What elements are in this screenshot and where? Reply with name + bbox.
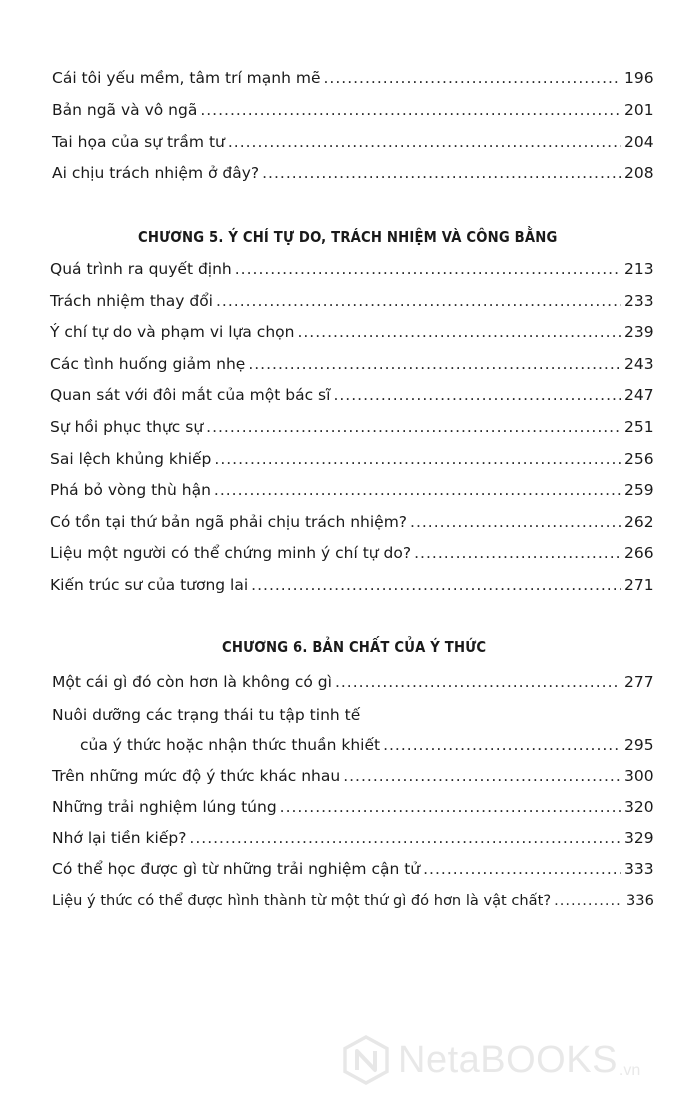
toc-entry-page: 320: [624, 798, 654, 816]
toc-entry-page: 333: [624, 860, 654, 878]
toc-entry-page: 196: [624, 69, 654, 87]
toc-entry-title: Có tồn tại thứ bản ngã phải chịu trách nhiệm?: [50, 513, 408, 531]
toc-entry-title: Ai chịu trách nhiệm ở đây?: [52, 164, 260, 182]
toc-entry-title: Trách nhiệm thay đổi: [50, 292, 213, 310]
toc-leader-dots: [333, 385, 621, 405]
toc-leader-dots: [189, 828, 621, 848]
toc-leader-dots: [324, 68, 622, 88]
toc-entry: [80, 735, 654, 757]
toc-leader-dots: [228, 132, 621, 152]
toc-leader-dots: [206, 417, 621, 437]
toc-leader-dots: [262, 163, 621, 183]
toc-entry-title: Quá trình ra quyết định: [50, 260, 232, 278]
toc-leader-dots: [235, 259, 621, 279]
toc-entry-title: Cái tôi yếu mềm, tâm trí mạnh mẽ: [52, 69, 321, 87]
toc-entry: [50, 575, 654, 597]
toc-leader-dots: [383, 735, 621, 755]
toc-leader-dots: [280, 797, 621, 817]
toc-entry: [50, 543, 654, 565]
toc-entry-page: 233: [624, 292, 654, 310]
toc-entry: [52, 766, 654, 788]
toc-leader-dots: [423, 859, 621, 879]
toc-entry-page: 295: [624, 736, 654, 754]
toc-entry-page: 266: [624, 544, 654, 562]
toc-leader-dots: [343, 766, 621, 786]
toc-entry-title: Sai lệch khủng khiếp: [50, 450, 212, 468]
toc-entry: [52, 891, 652, 913]
toc-entry-page: 277: [624, 673, 654, 691]
toc-leader-dots: [414, 543, 621, 563]
toc-entry-title: Phá bỏ vòng thù hận: [50, 481, 211, 499]
toc-leader-dots: [200, 100, 621, 120]
toc-entry: [50, 354, 654, 376]
toc-entry: [52, 132, 654, 154]
toc-entry: [50, 259, 654, 281]
toc-entry-page: 336: [626, 892, 654, 909]
toc-entry-title: Có thể học được gì từ những trải nghiệm cận tử: [52, 860, 421, 878]
toc-entry: [50, 385, 654, 407]
toc-entry-page: 262: [624, 513, 654, 531]
toc-entry-title: Bản ngã và vô ngã: [52, 101, 198, 119]
watermark-suffix: .vn: [618, 1062, 641, 1079]
toc-entry-title: Tai họa của sự trầm tư: [52, 133, 225, 151]
toc-entry: [50, 322, 654, 344]
toc-entry-page: 300: [624, 767, 654, 785]
netabooks-logo-icon: [340, 1034, 392, 1086]
watermark: [340, 1030, 680, 1090]
toc-leader-dots: [214, 449, 621, 469]
toc-entry-title: của ý thức hoặc nhận thức thuần khiết: [80, 736, 381, 754]
toc-leader-dots: [214, 480, 621, 500]
chapter-heading: CHƯƠNG 6. BẢN CHẤT CỦA Ý THỨC: [222, 638, 487, 656]
watermark-brand: NetaBOOKS: [398, 1038, 618, 1081]
toc-entry: [52, 828, 654, 850]
toc-entry: [52, 672, 654, 694]
toc-entry-title: Kiến trúc sư của tương lai: [50, 576, 249, 594]
toc-entry-title: Quan sát với đôi mắt của một bác sĩ: [50, 386, 331, 404]
toc-entry: [50, 291, 654, 313]
toc-entry-page: 213: [624, 260, 654, 278]
toc-entry-page: 251: [624, 418, 654, 436]
toc-entry-page: 271: [624, 576, 654, 594]
toc-entry: [52, 859, 654, 881]
toc-leader-dots: [248, 354, 621, 374]
toc-entry: [50, 449, 654, 471]
toc-entry: [52, 163, 654, 185]
toc-entry-page: 329: [624, 829, 654, 847]
toc-entry-page: 259: [624, 481, 654, 499]
toc-entry-title: Các tình huống giảm nhẹ: [50, 355, 246, 373]
toc-leader-dots: [216, 291, 621, 311]
toc-entry-page: 201: [624, 101, 654, 119]
toc-entry-title: Liệu một người có thể chứng minh ý chí tự do?: [50, 544, 412, 562]
toc-entry: [52, 797, 654, 819]
toc-entry-title: Một cái gì đó còn hơn là không có gì: [52, 673, 332, 691]
toc-leader-dots: [410, 512, 621, 532]
toc-entry-page: 247: [624, 386, 654, 404]
toc-entry-title: Nhớ lại tiền kiếp?: [52, 829, 187, 847]
toc-leader-dots: [297, 322, 621, 342]
toc-entry: [52, 100, 654, 122]
toc-entry-title-continued: Nuôi dưỡng các trạng thái tu tập tinh tế: [52, 706, 361, 724]
toc-entry: [50, 512, 654, 534]
toc-entry: [52, 68, 654, 90]
toc-entry-title: Liệu ý thức có thể được hình thành từ một thứ gì đó hơn là vật chất?: [52, 892, 552, 909]
toc-entry-page: 204: [624, 133, 654, 151]
toc-entry-title: Sự hồi phục thực sự: [50, 418, 204, 436]
toc-entry-title: Ý chí tự do và phạm vi lựa chọn: [50, 323, 295, 341]
toc-entry-page: 239: [624, 323, 654, 341]
toc-leader-dots: [251, 575, 621, 595]
toc-entry: [50, 480, 654, 502]
chapter-heading: CHƯƠNG 5. Ý CHÍ TỰ DO, TRÁCH NHIỆM VÀ CÔNG BẰNG: [138, 228, 558, 246]
toc-entry-page: 243: [624, 355, 654, 373]
toc-entry-title: Những trải nghiệm lúng túng: [52, 798, 277, 816]
toc-leader-dots: [554, 891, 623, 911]
toc-entry: [50, 417, 654, 439]
toc-entry-page: 208: [624, 164, 654, 182]
toc-entry-title: Trên những mức độ ý thức khác nhau: [52, 767, 341, 785]
toc-leader-dots: [335, 672, 621, 692]
toc-entry-page: 256: [624, 450, 654, 468]
